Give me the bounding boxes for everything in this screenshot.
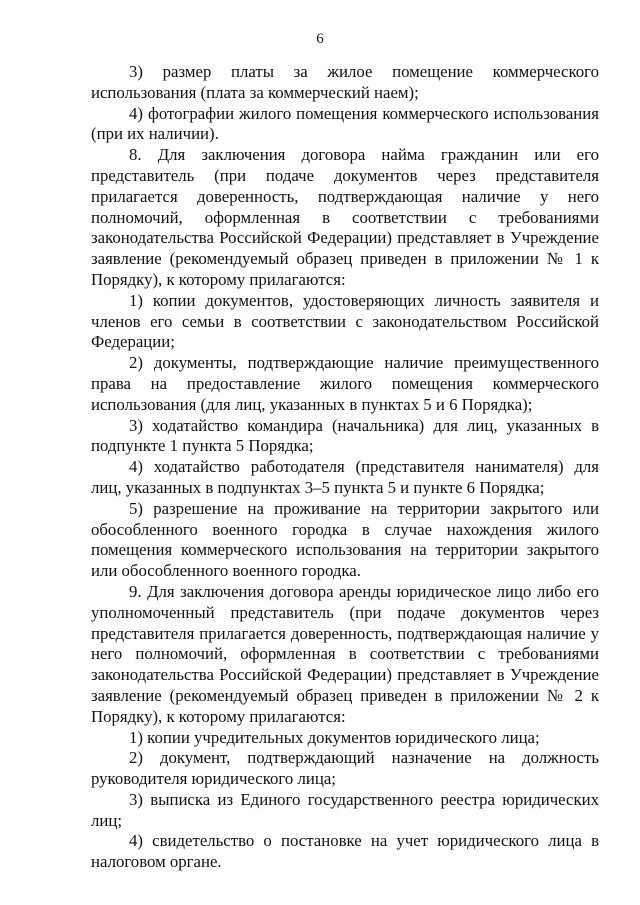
- list-item-employer-petition: 4) ходатайство работодателя (представителя нанимателя) для лиц, указанных в подпунктах 3–5 пункта 5 и пункте 6 Порядка;: [91, 457, 599, 497]
- document-body: [91, 62, 599, 873]
- list-item-priority-right-documents: 2) документы, подтверждающие наличие преимущественного права на предоставление жилого помещения коммерческого использования (для лиц, указанных в пунктах 5 и 6 Порядка);: [91, 353, 599, 414]
- list-item-photos: 4) фотографии жилого помещения коммерческого использования (при их наличии).: [91, 103, 599, 144]
- list-item-identity-copies: 1) копии документов, удостоверяющих личность заявителя и членов его семьи в соответствии с законодательством Российской Федерации;: [91, 290, 599, 352]
- page-number: 6: [316, 31, 324, 47]
- list-item-rent-amount: 3) размер платы за жилое помещение коммерческого использования (плата за коммерческий наем);: [91, 62, 599, 102]
- list-item-tax-registration: 4) свидетельство о постановке на учет юридического лица в налоговом органе.: [91, 831, 599, 872]
- list-item-commander-petition: 3) ходатайство командира (начальника) для лиц, указанных в подпункте 1 пункта 5 Порядка;: [91, 415, 599, 456]
- list-item-registry-extract: 3) выписка из Единого государственного реестра юридических лиц;: [91, 789, 599, 830]
- clause-9-lease-legal-entity: 9. Для заключения договора аренды юридическое лицо либо его уполномоченный представитель (при подаче документов через представителя прилагается доверенность, подтверждающая наличие у него полномочий, оформленная в соответствии с требованиями законодательства Российской Федерации) представляет в Учреждение заявление (рекомендуемый образец приведен в приложении № 2 к Порядку), к которому прилагаются:: [91, 581, 599, 726]
- clause-8-lease-citizen: 8. Для заключения договора найма гражданин или его представитель (при подаче документов через представителя прилагается доверенность, подтверждающая наличие у него полномочий, оформленная в соответствии с требованиями законодательства Российской Федерации) представляет в Учреждение заявление (рекомендуемый образец приведен в приложении № 1 к Порядку), к которому прилагаются:: [91, 145, 599, 289]
- list-item-director-appointment: 2) документ, подтверждающий назначение на должность руководителя юридического лица;: [91, 748, 599, 789]
- list-item-founding-documents: 1) копии учредительных документов юридического лица;: [129, 727, 540, 747]
- list-item-residence-permit: 5) разрешение на проживание на территории закрытого или обособленного военного городка в случае нахождения жилого помещения коммерческого использования на территории закрытого или обособленного военного городка.: [91, 498, 599, 581]
